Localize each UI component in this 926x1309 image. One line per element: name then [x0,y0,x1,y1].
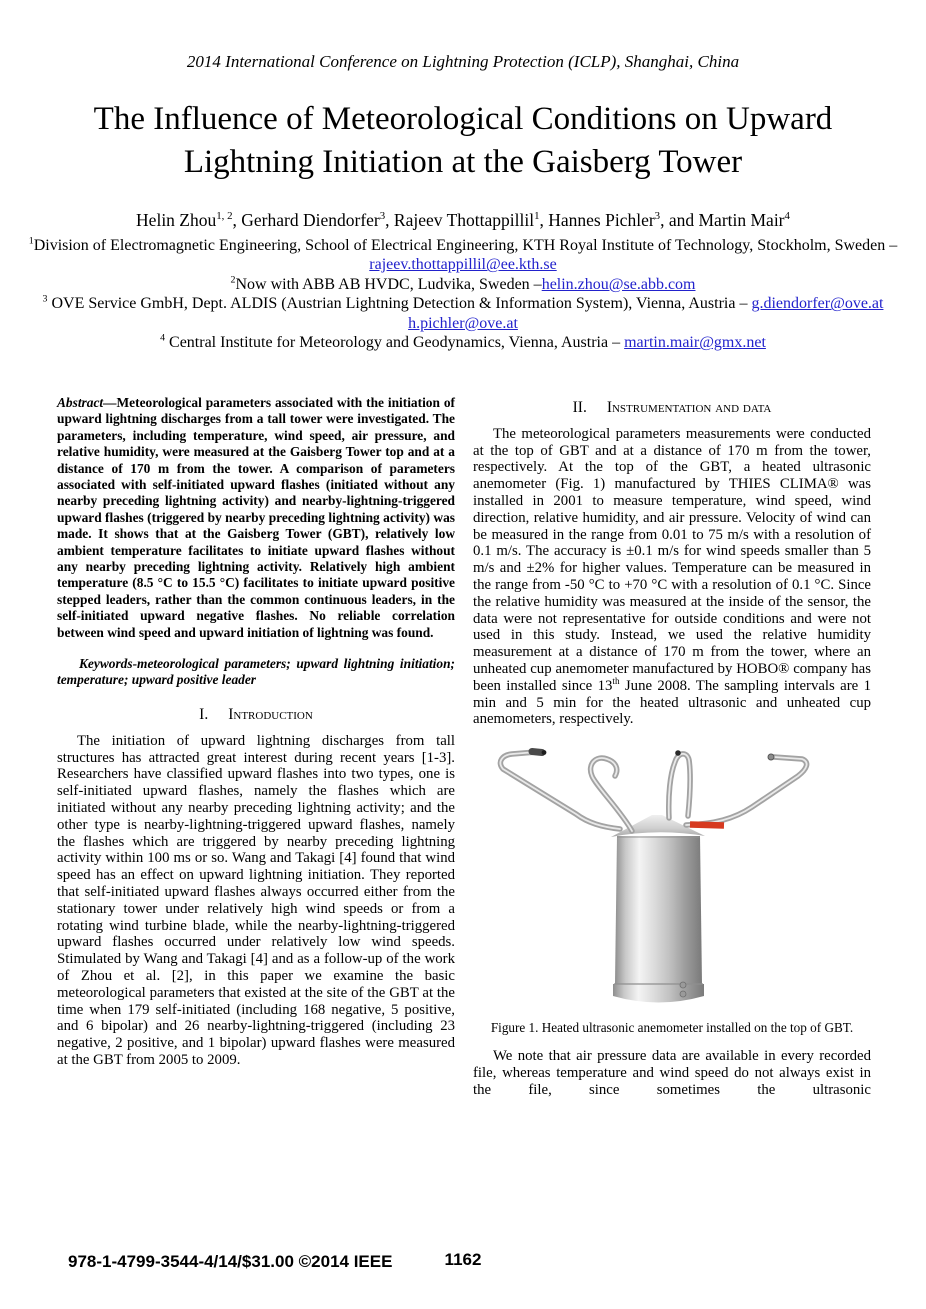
paper-title: The Influence of Meteorological Conditions on Upward Lightning Initiation at the Gaisberg Tower [93,101,833,180]
transducer-cap [675,750,681,756]
keywords-paragraph [57,656,455,689]
email-link[interactable]: helin.zhou@se.abb.com [541,275,696,293]
section-title: Introduction [228,705,313,723]
introduction-paragraph: The initiation of upward lightning discharges from tall structures has attracted great interest during recent years [1-3]. Researchers have classified upward flashes into two types, one is self-initiated upward flashes, namely the flashes which are initiated without any nearby preceding lightning activity; and the other type is nearby-lightning-triggered upward flashes, namely the flashes which are triggered by nearby preceding lightning activity within 100 ms or so. Wang and Takagi [4] found that wind speed has an effect on upward lightning initiation. They reported that self-initiated upward flashes always occurred either from the stationary tower under relatively high wind speeds or from a rotating wind turbine blade, while the nearby-lightning-triggered upward flashes occurred under relatively low wind speeds. Stimulated by Wang and Takagi [4] and as a follow-up of the work of Zhou et al. [2], in this paper we examine the basic meteorological parameters that existed at the site of the GBT at the time when 179 self-initiated (including 168 negative, 5 positive, and 6 bipolar) and 26 nearby-lightning-triggered (including 23 negative, 2 positive, and 1 bipolar) upward flashes were measured at the GBT from 2005 to 2009. [57,732,455,1068]
instrumentation-paragraph: The meteorological parameters measurements were conducted at the top of GBT and at a distance of 170 m from the tower, respectively. At the top of the GBT, a heated ultrasonic anemometer (Fig. 1) manufactured by THIES CLIMA® was installed in 2001 to measure temperature, wind speed, wind direction, relative humidity, and air pressure. Velocity of wind can be measured in the range from 0.01 to 75 m/s with a resolution of 0.1 m/s. The accuracy is ±0.1 m/s for wind speeds smaller than 5 m/s and ±2% for higher values. Temperature can be measured in the range from -50 °C to +70 °C with a resolution of 0.1 °C. Since the relative humidity was measured at the inside of the sensor, the data were not representative for outside conditions and were not used in this study. Instead, we used the relative humidity measurement at a distance of 170 m from the tower, where an unheated cup anemometer manufactured by HOBO® company has been installed since 13th June 2008. The sampling intervals are 1 min and 5 min for the heated ultrasonic and unheated cup anemometers, respectively. [473,425,871,728]
section-title: Instrumentation and data [606,398,772,416]
transducer-cap [768,754,774,760]
air-pressure-paragraph: We note that air pressure data are available in every recorded file, whereas temperature and wind speed do not always exist in the file, since sometimes the ultrasonic [473,1048,871,1098]
figure-1 [476,736,868,1014]
section-heading-introduction [57,706,455,724]
email-link[interactable]: martin.mair@gmx.net [624,334,766,352]
two-column-body [57,395,871,1099]
screw [680,982,686,988]
authors-line: Helin Zhou$^{1, 2}$, Gerhard Diendorfer$^3$, Rajeev Thottappillil$^1$, Hannes Pichler$^3$, and Martin Mair$^4$ [136,209,790,230]
copyright-notice: 978-1-4799-3544-4/14/$31.00 ©2014 IEEE [68,1252,393,1271]
section-number: II. [572,398,587,416]
anemometer-photo [476,736,868,1014]
conference-header: 2014 International Conference on Lightning Protection (ICLP), Shanghai, China [186,52,740,71]
affiliations-block [0,236,926,353]
abstract-label: Abstract— [57,394,117,410]
keywords-label: Keywords- [79,655,138,671]
affiliation-line-1: $^1$Division of Electromagnetic Engineering, School of Electrical Engineering, KTH Royal Institute of Technology, Stockholm, Sweden –rajeev.thottappillil@ee.kth.se [28,235,898,274]
red-band [690,825,724,826]
left-column [57,395,455,1069]
affiliation-line-4: $^4$ Central Institute for Meteorology and Geodynamics, Vienna, Austria – martin.mair@gmx.net [160,333,766,352]
transducer-cap [532,752,542,753]
abstract-paragraph [57,395,455,641]
screw [680,991,686,997]
affiliation-line-2: $^2$Now with ABB AB HVDC, Ludvika, Sweden –helin.zhou@se.abb.com [230,274,696,293]
section-heading-instrumentation [473,399,871,417]
affiliation-line-3: $^3$ OVE Service GmbH, Dept. ALDIS (Austrian Lightning Detection & Information System), Vienna, Austria – g.diendorfer@ove.at h.pichler@ove.at [42,294,884,332]
email-link[interactable]: rajeev.thottappillil@ee.kth.se [369,256,557,274]
anemometer-body [611,815,705,1003]
figure-1-caption: Figure 1. Heated ultrasonic anemometer installed on the top of GBT. [490,1020,854,1036]
abstract-text: Meteorological parameters associated with the initiation of upward lightning discharges from a tall tower were investigated. The parameters, including temperature, wind speed, air pressure, and relative humidity, were measured at the Gaisberg Tower top and at a distance of 170 m from the tower. A comparison of parameters associated with self-initiated upward flashes (initiated without any nearby preceding lightning activity) and nearby-lightning-triggered upward flashes (triggered by nearby preceding lightning activity) was made. It shows that at the Gaisberg Tower (GBT), relatively low ambient temperature facilitates to initiate upward flashes without any nearby preceding lightning activity. Relatively high ambient temperature (8.5 °C to 15.5 °C) facilitates to initiate upward positive stepped leaders, rather than the common continuous leaders, in the self-initiated upward negative flashes. No reliable correlation between wind speed and upward initiation of lightning was found. [57,394,455,640]
right-column [473,395,871,1099]
email-link[interactable]: g.diendorfer@ove.at [751,295,884,313]
keywords-text: meteorological parameters; upward lightning initiation; temperature; upward positive leader [57,655,455,688]
email-link[interactable]: h.pichler@ove.at [408,314,518,332]
section-number: I. [199,705,209,723]
page-number: 1162 [444,1250,482,1269]
